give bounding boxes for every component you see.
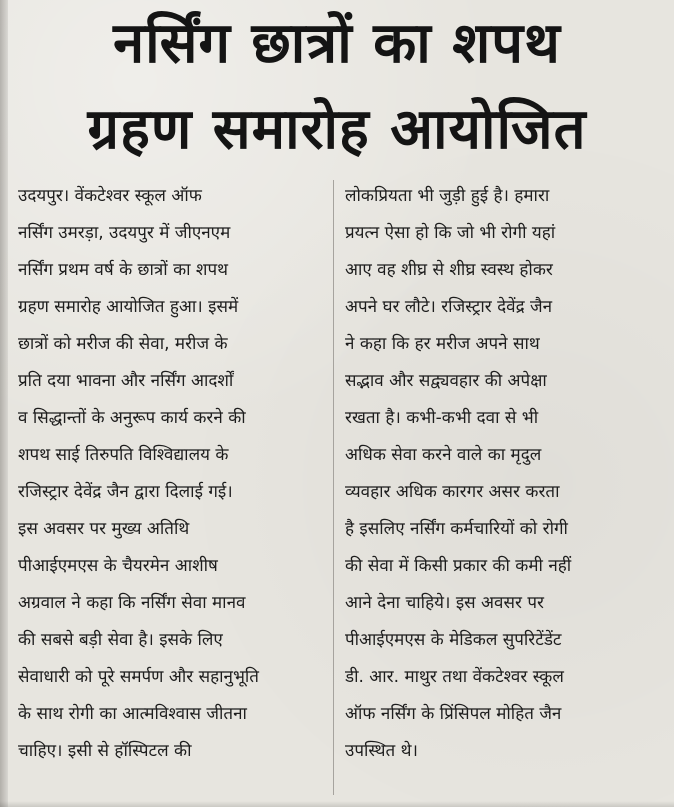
article-column-right xyxy=(345,178,655,770)
article-line: रखता है। कभी-कभी दवा से भी xyxy=(345,408,539,428)
article-line: पीआईएमएस के चैयरमेन आशीष xyxy=(18,556,218,576)
article-line: ग्रहण समारोह आयोजित हुआ। इसमें xyxy=(18,297,239,317)
article-line: प्रति दया भावना और नर्सिंग आदर्शों xyxy=(18,371,234,391)
article-line: नर्सिंग उमरड़ा, उदयपुर में जीएनएम xyxy=(18,223,231,243)
article-column-left xyxy=(18,178,328,770)
article-line: पीआईएमएस के मेडिकल सुपरिटेंडेंट xyxy=(345,630,562,650)
article-line: की सबसे बड़ी सेवा है। इसके लिए xyxy=(18,630,223,650)
article-line: अपने घर लौटे। रजिस्ट्रार देवेंद्र जैन xyxy=(345,297,553,317)
article-line: सेवाधारी को पूरे समर्पण और सहानुभूति xyxy=(18,667,259,687)
article-line: प्रयत्न ऐसा हो कि जो भी रोगी यहां xyxy=(345,223,556,243)
article-line: ऑफ नर्सिंग के प्रिंसिपल मोहित जैन xyxy=(345,704,562,724)
article-line: रजिस्ट्रार देवेंद्र जैन द्वारा दिलाई गई। xyxy=(18,482,233,502)
article-line: व सिद्धान्तों के अनुरूप कार्य करने की xyxy=(18,408,246,428)
clipping-left-edge xyxy=(0,0,8,807)
article-line: उदयपुर। वेंकटेश्वर स्कूल ऑफ xyxy=(18,186,202,206)
article-line: है इसलिए नर्सिंग कर्मचारियों को रोगी xyxy=(345,519,568,539)
article-line: ने कहा कि हर मरीज अपने साथ xyxy=(345,334,540,354)
article-line: के साथ रोगी का आत्मविश्वास जीतना xyxy=(18,704,247,724)
article-line: इस अवसर पर मुख्य अतिथि xyxy=(18,519,190,539)
headline-line-1: नर्सिंग छात्रों का शपथ xyxy=(113,11,561,76)
article-line: शपथ साई तिरुपति विश्विद्यालय के xyxy=(18,445,229,465)
clipping-bottom-edge xyxy=(0,801,674,807)
article-line: आए वह शीघ्र से शीघ्र स्वस्थ होकर xyxy=(345,260,553,280)
headline-line-2: ग्रहण समारोह आयोजित xyxy=(87,97,587,162)
article-line: आने देना चाहिये। इस अवसर पर xyxy=(345,593,544,613)
article-line: लोकप्रियता भी जुड़ी हुई है। हमारा xyxy=(345,186,550,206)
column-divider xyxy=(333,180,334,795)
article-line: चाहिए। इसी से हॉस्पिटल की xyxy=(18,741,192,761)
article-line: सद्भाव और सद्व्यवहार की अपेक्षा xyxy=(345,371,547,391)
article-line: डी. आर. माथुर तथा वेंकटेश्वर स्कूल xyxy=(345,667,564,687)
article-line: की सेवा में किसी प्रकार की कमी नहीं xyxy=(345,556,572,576)
article-line: अग्रवाल ने कहा कि नर्सिंग सेवा मानव xyxy=(18,593,246,613)
article-line: उपस्थित थे। xyxy=(345,741,418,761)
article-line: छात्रों को मरीज की सेवा, मरीज के xyxy=(18,334,228,354)
article-line: अधिक सेवा करने वाले का मृदुल xyxy=(345,445,542,465)
article-line: व्यवहार अधिक कारगर असर करता xyxy=(345,482,560,502)
article-line: नर्सिंग प्रथम वर्ष के छात्रों का शपथ xyxy=(18,260,229,280)
